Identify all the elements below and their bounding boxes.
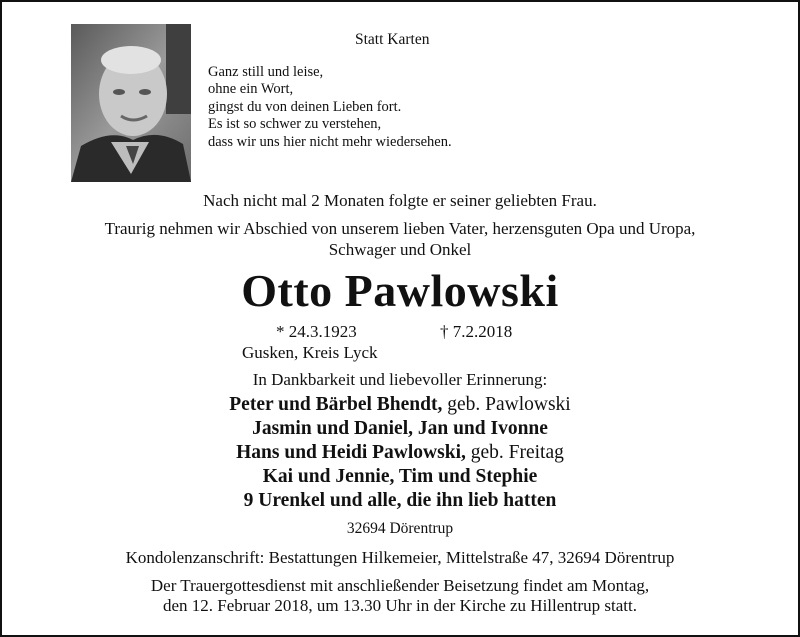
mourner-names: Peter und Bärbel Bhendt,: [229, 394, 443, 415]
intro-line-1: Nach nicht mal 2 Monaten folgte er seiner geliebten Frau.: [203, 191, 597, 210]
birthplace: Gusken, Kreis Lyck: [242, 343, 378, 362]
portrait-photo: [71, 24, 191, 182]
condolence-address: Kondolenzanschrift: Bestattungen Hilkemeier, Mittelstraße 47, 32694 Dörentrup: [125, 548, 675, 567]
deceased-name: Otto Pawlowski: [241, 265, 559, 316]
portrait-photo-image: [71, 24, 191, 182]
mourner-names: Kai und Jennie, Tim und Stephie: [262, 466, 538, 487]
mourner-maiden-name: geb. Freitag: [465, 442, 564, 463]
mourners-place: 32694 Dörentrup: [346, 520, 454, 537]
service-line-2: den 12. Februar 2018, um 13.30 Uhr in der Kirche zu Hillentrup statt.: [162, 596, 637, 615]
birth-date: * 24.3.1923: [276, 322, 357, 341]
statt-karten-note: Statt Karten: [355, 31, 430, 48]
mourner-names: 9 Urenkel und alle, die ihn lieb hatten: [243, 490, 557, 511]
intro-line-2: Traurig nehmen wir Abschied von unserem lieben Vater, herzensguten Opa und Uropa,: [104, 219, 696, 238]
mourner-names: Jasmin und Daniel, Jan und Ivonne: [252, 418, 548, 439]
mourner-line: [0, 441, 800, 465]
mourner-line: [0, 417, 800, 441]
poem: [208, 64, 452, 151]
poem-line: gingst du von deinen Lieben fort.: [208, 98, 402, 115]
mourner-line: [0, 393, 800, 417]
intro-line-3: Schwager und Onkel: [328, 240, 472, 259]
mourner-names: Hans und Heidi Pawlowski,: [236, 442, 466, 463]
mourner-line: [0, 489, 800, 513]
service-line-1: Der Trauergottesdienst mit anschließender Beisetzung findet am Montag,: [150, 576, 650, 595]
poem-line: ohne ein Wort,: [208, 81, 294, 98]
poem-line: Ganz still und leise,: [208, 64, 324, 80]
mourners-intro: In Dankbarkeit und liebevoller Erinnerung:: [252, 370, 548, 389]
poem-line: Es ist so schwer zu verstehen,: [208, 116, 382, 133]
death-date: † 7.2.2018: [440, 322, 513, 341]
mourner-line: [0, 465, 800, 489]
mourner-maiden-name: geb. Pawlowski: [442, 394, 571, 415]
poem-line: dass wir uns hier nicht mehr wiedersehen.: [208, 133, 452, 150]
